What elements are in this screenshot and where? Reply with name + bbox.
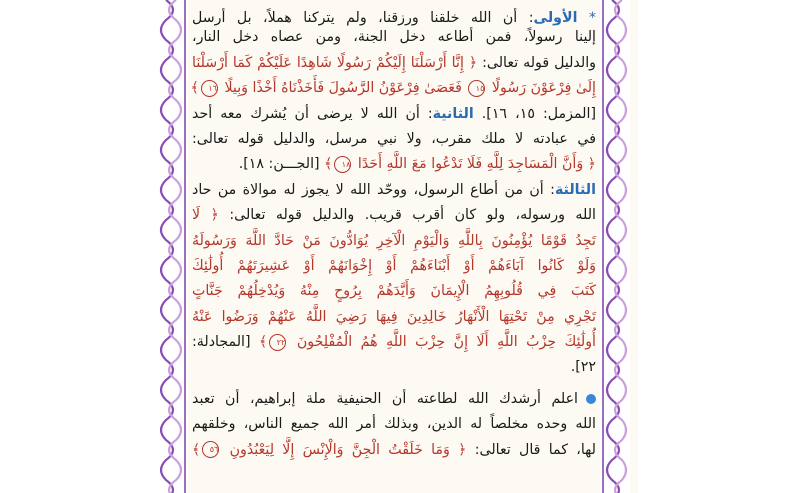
- text-line: إلينا رسولاً، فمن أطاعه دخل الجنة، ومن عصاه دخل النار،: [192, 29, 596, 46]
- quran-text: إِلَىٰ فِرْعَوْنَ رَسُولًا: [491, 80, 596, 97]
- text-line: [192, 387, 596, 412]
- quran-line: تَجِدُ قَوْمًا يُؤْمِنُونَ بِاللَّهِ وَالْيَوْمِ الْآخِرِ يُوَادُّونَ مَنْ حَادَّ اللَّهَ وَرَسُولَهُ: [192, 232, 596, 249]
- text-line: [192, 152, 596, 177]
- line-text: : أن الله لا يرضى أن يُشرك معه أحد: [192, 105, 433, 122]
- quran-line: وَلَوْ كَانُوا آبَاءَهُمْ أَوْ أَبْنَاءَهُمْ أَوْ إِخْوَانَهُمْ أَوْ عَشِيرَتَهُمْ أُولَٰئِكَ: [192, 257, 596, 274]
- quran-close-bracket: ﴾: [324, 156, 333, 173]
- text-line: [192, 203, 596, 228]
- point-label: الثانية: [432, 105, 474, 122]
- line-text: اعلم أرشدك الله لطاعته أن الحنيفية ملة إبراهيم، أن تعبد: [192, 390, 578, 407]
- line-text: : أن الله خلقنا ورزقنا، ولم يتركنا هملاً، بل أرسل: [192, 10, 534, 26]
- text-line: [192, 438, 596, 463]
- quran-text: ﴿ وَمَا خَلَقْتُ الْجِنَّ وَالْإِنْسَ إِلَّا لِيَعْبُدُونِ: [229, 441, 467, 458]
- quran-close-bracket: ﴾: [190, 80, 199, 97]
- blue-dot-bullet: [586, 394, 596, 404]
- line-text: الله ورسوله، ولو كان أقرب قريب. والدليل قوله تعالى:: [218, 207, 596, 224]
- text-line: [192, 51, 596, 76]
- quran-close-bracket: ﴾: [192, 441, 201, 458]
- quran-text: ﴿ لَا: [192, 207, 219, 224]
- text-line: [192, 102, 596, 127]
- line-text: لها، كما قال تعالى:: [466, 441, 596, 458]
- verse-number-marker: ٥٦: [202, 441, 219, 458]
- text-line: [192, 76, 596, 101]
- verse-number-marker: ١٨: [334, 156, 351, 173]
- line-text: [المزمل: ١٥، ١٦].: [473, 105, 596, 122]
- reference-text: [المجادلة:: [192, 334, 260, 351]
- quran-line: تَجْرِي مِنْ تَحْتِهَا الْأَنْهَارُ خَالِدِينَ فِيهَا رَضِيَ اللَّهُ عَنْهُمْ وَرَضُوا عَنْهُ: [192, 308, 596, 325]
- quran-text: أُولَٰئِكَ حِزْبُ اللَّهِ أَلَا إِنَّ حِزْبَ اللَّهِ هُمُ الْمُفْلِحُونَ: [296, 334, 596, 351]
- text-line: الله وحده مخلصاً له الدين، وبذلك أمر الله جميع الناس، وخلقهم: [192, 416, 596, 433]
- line-text: : أن من أطاع الرسول، ووحّد الله لا يجوز له موالاة من حاد: [192, 181, 555, 198]
- text-line: ٢٢].: [570, 359, 596, 376]
- verse-number-marker: ٢٢: [269, 334, 286, 351]
- quran-line: كَتَبَ فِي قُلُوبِهِمُ الْإِيمَانَ وَأَيَّدَهُمْ بِرُوحٍ مِنْهُ وَيُدْخِلُهُمْ جَنَّاتٍ: [192, 283, 596, 300]
- quran-text: فَعَصَىٰ فِرْعَوْنُ الرَّسُولَ فَأَخَذْنَاهُ أَخْذًا وَبِيلًا: [224, 80, 462, 97]
- text-line: في عبادته لا ملك مقرب، ولا نبي مرسل، والدليل قوله تعالى:: [192, 130, 596, 147]
- quran-close-bracket: ﴾: [259, 334, 268, 351]
- text-line: [192, 0, 596, 25]
- quran-text: ﴿ وَأَنَّ الْمَسَاجِدَ لِلَّهِ فَلَا تَدْعُوا مَعَ اللَّهِ أَحَدًا: [357, 156, 596, 173]
- decorative-border-left: [158, 0, 188, 493]
- quran-text: ﴿ إِنَّا أَرْسَلْنَا إِلَيْكُمْ رَسُولًا شَاهِدًا عَلَيْكُمْ كَمَا أَرْسَلْنَا: [192, 54, 478, 71]
- text-line: [192, 178, 596, 203]
- decorative-border-right: [600, 0, 630, 493]
- line-text: والدليل قوله تعالى:: [477, 54, 596, 71]
- reference-text: [الجـــن: ١٨].: [238, 156, 325, 173]
- asterisk-bullet: *: [588, 10, 596, 26]
- page-text: [192, 0, 596, 493]
- verse-number-marker: ١٦: [201, 80, 218, 97]
- point-label: الأولى: [533, 10, 578, 26]
- point-label: الثالثة: [554, 181, 596, 198]
- text-line: [192, 330, 596, 355]
- verse-number-marker: ١٥: [468, 80, 485, 97]
